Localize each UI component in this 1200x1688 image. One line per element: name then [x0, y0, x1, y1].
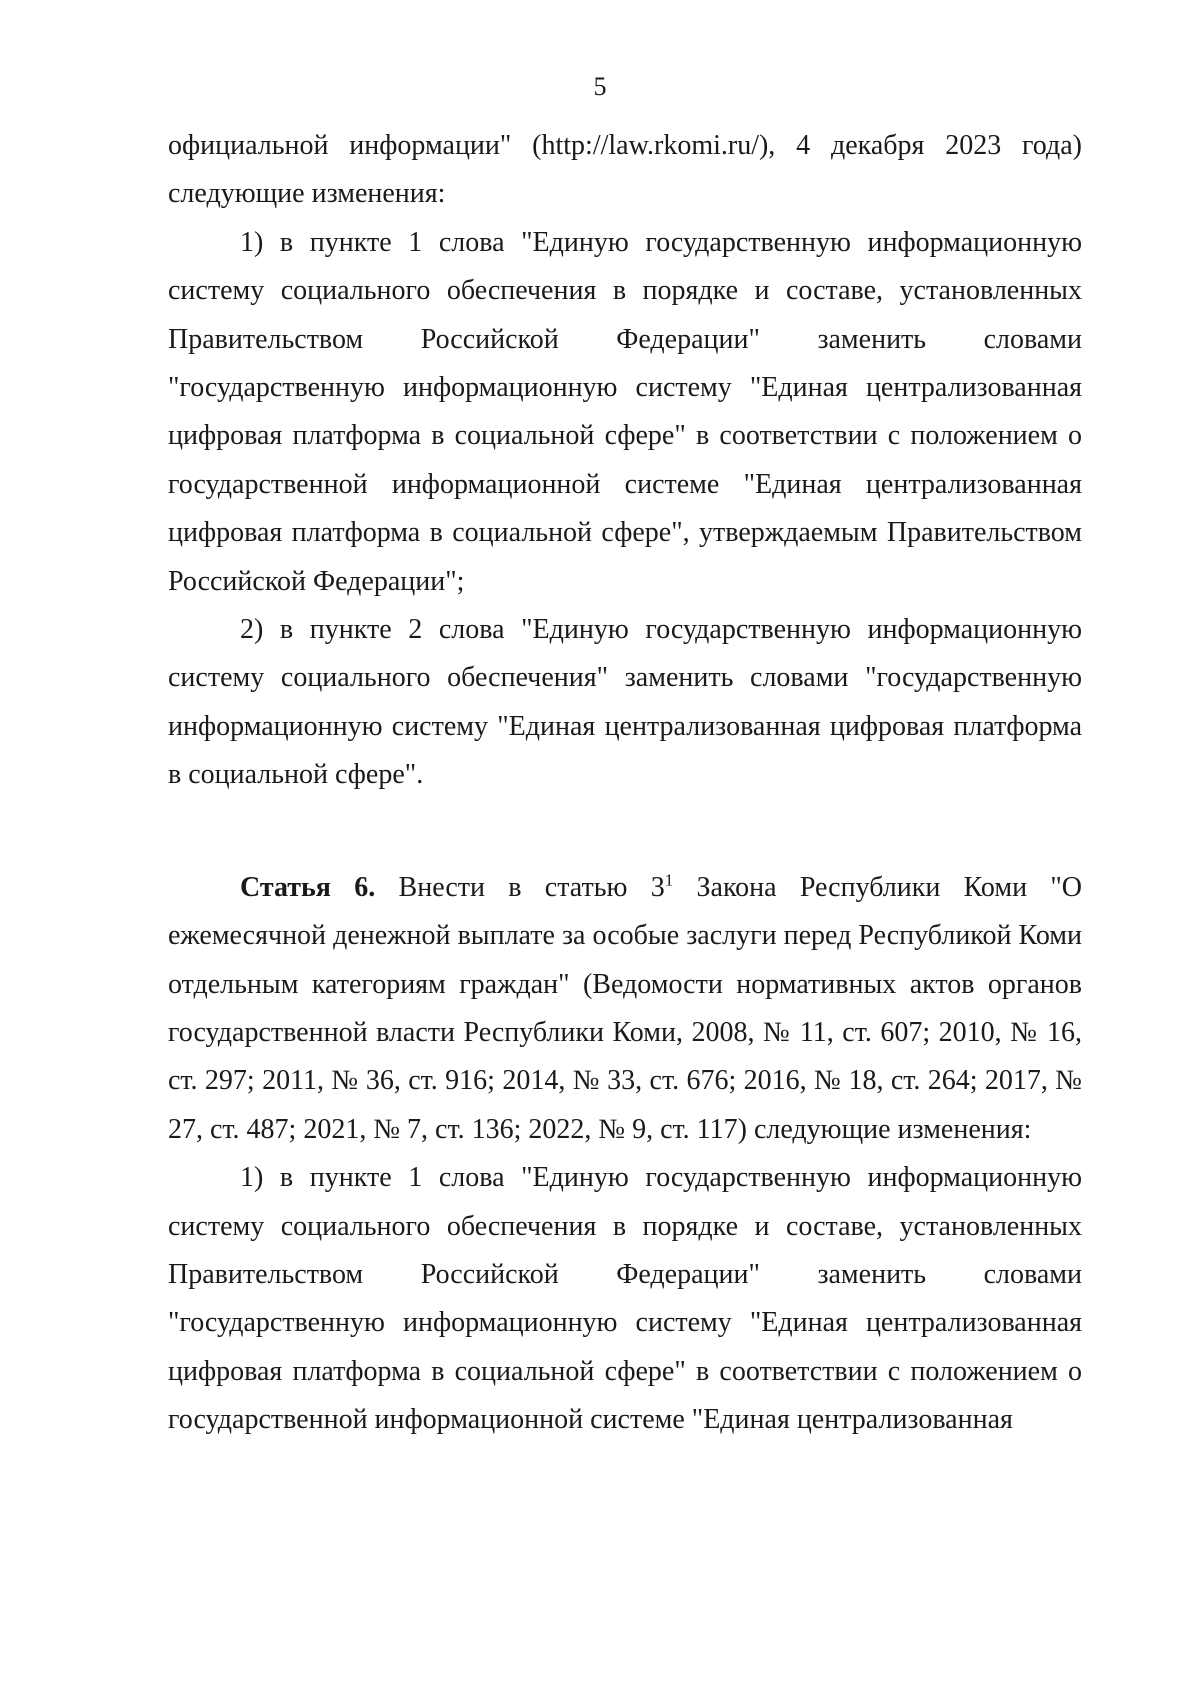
article-6-item-1: 1) в пункте 1 слова "Единую государственную информационную систему социального обеспечения в порядке и составе, установленных Правительством Российской Федерации" заменить словами "государственную информационную систему "Единая централизованная цифровая платформа в социальной сфере" в соответствии с положением о государственной информационной системе "Единая централизованная — [168, 1162, 1082, 1436]
article-intro-start: Внести в статью 3 — [398, 871, 665, 903]
paragraph-item-2: 2) в пункте 2 слова "Единую государственную информационную систему социального обеспечения" заменить словами "государственную информационную систему "Единая централизованная цифровая платформа в социальной сфере". — [168, 614, 1082, 791]
article-6-intro — [168, 864, 1082, 1154]
article-heading: Статья 6. — [240, 871, 376, 903]
article-intro-rest: Закона Республики Коми "О ежемесячной денежной выплате за особые заслуги перед Республикой Коми отдельным категориям граждан" (Ведомости нормативных актов органов государственной власти Республики Коми, 2008, № 11, ст. 607; 2010, № 16, ст. 297; 2011, № 36, ст. 916; 2014, № 33, ст. 676; 2016, № 18, ст. 264; 2017, № 27, ст. 487; 2021, № 7, ст. 136; 2022, № 9, ст. 117) следующие изменения: — [168, 871, 1082, 1145]
section-gap — [168, 800, 1082, 864]
paragraph-continuation: официальной информации" (http://law.rkomi.ru/), 4 декабря 2023 года) следующие изменения: — [168, 130, 1082, 210]
page-number: 5 — [593, 72, 607, 101]
paragraph-item-1: 1) в пункте 1 слова "Единую государственную информационную систему социального обеспечения в порядке и составе, установленных Правительством Российской Федерации" заменить словами "государственную информационную систему "Единая централизованная цифровая платформа в социальной сфере" в соответствии с положением о государственной информационной системе "Единая централизованная цифровая платформа в социальной сфере", утверждаемым Правительством Российской Федерации"; — [168, 226, 1082, 597]
superscript: 1 — [664, 870, 674, 890]
document-body — [168, 122, 1082, 1445]
